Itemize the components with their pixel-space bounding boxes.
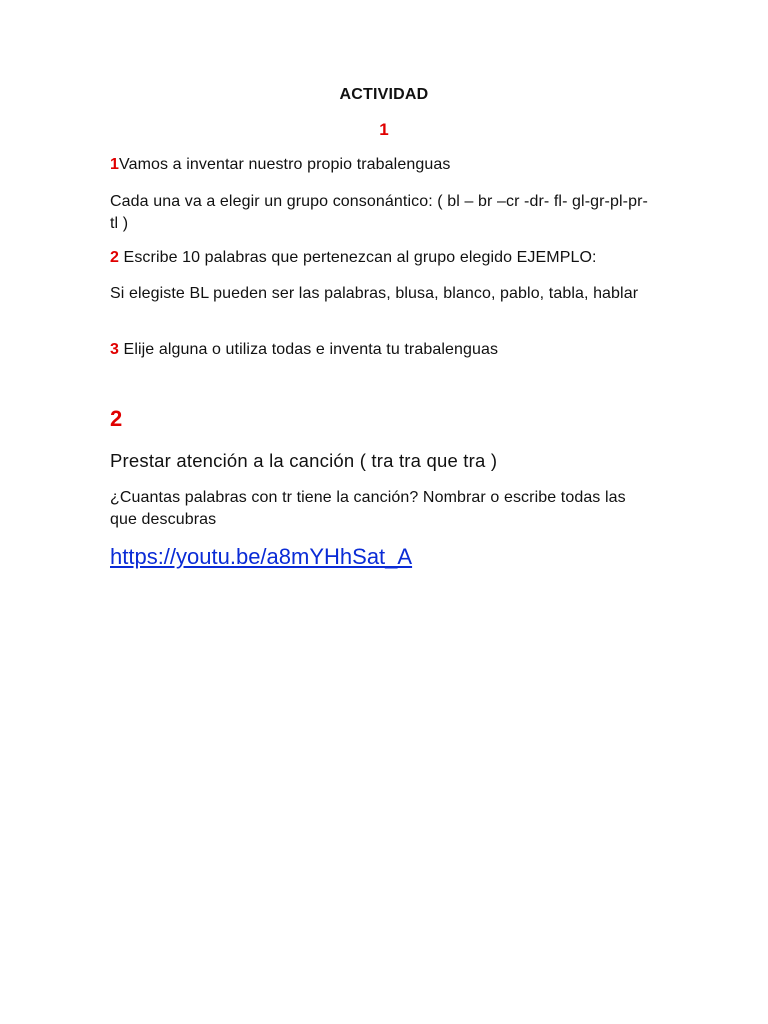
section-2-number: 2 bbox=[110, 406, 123, 431]
youtube-link[interactable]: https://youtu.be/a8mYHhSat_A bbox=[110, 544, 413, 569]
instruction-1 bbox=[110, 154, 655, 176]
instruction-3 bbox=[110, 339, 655, 361]
section-2-question: ¿Cuantas palabras con tr tiene la canción? Nombrar o escribe todas las que descubras bbox=[110, 489, 626, 528]
instruction-1-number: 1 bbox=[110, 156, 119, 173]
section-2-heading: Prestar atención a la canción ( tra tra que tra ) bbox=[110, 450, 498, 471]
instruction-2-number: 2 bbox=[110, 249, 119, 266]
instruction-consonant-groups bbox=[110, 191, 655, 235]
instruction-consonant-groups-text: Cada una va a elegir un grupo consonántico: ( bl – br –cr -dr- fl- gl-gr-pl-pr-tl ) bbox=[110, 193, 648, 232]
instruction-3-number: 3 bbox=[110, 341, 119, 358]
instruction-2 bbox=[110, 247, 655, 269]
instruction-1-text: Vamos a inventar nuestro propio trabalenguas bbox=[119, 156, 451, 173]
instruction-3-text: Elije alguna o utiliza todas e inventa tu trabalenguas bbox=[119, 341, 499, 358]
section-1-number: 1 bbox=[379, 120, 389, 139]
instruction-2-text: Escribe 10 palabras que pertenezcan al grupo elegido EJEMPLO: bbox=[119, 249, 597, 266]
instruction-example bbox=[110, 283, 655, 305]
document-title: ACTIVIDAD bbox=[339, 86, 429, 103]
instruction-example-text: Si elegiste BL pueden ser las palabras, blusa, blanco, pablo, tabla, hablar bbox=[110, 285, 639, 302]
